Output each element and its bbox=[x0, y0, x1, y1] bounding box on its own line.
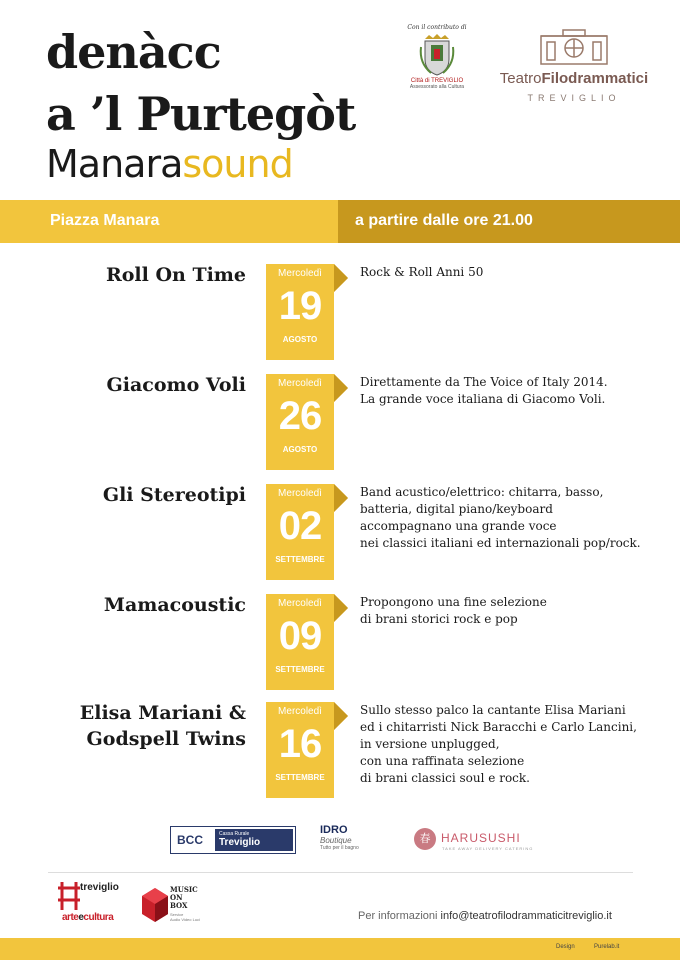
date-badge bbox=[266, 484, 348, 580]
date-badge bbox=[266, 594, 348, 690]
description-line: in versione unplugged, bbox=[360, 737, 500, 751]
teatro-name bbox=[494, 70, 654, 87]
description-line: Sullo stesso palco la cantante Elisa Mariani bbox=[360, 703, 626, 717]
description-line: di brani classici soul e rock. bbox=[360, 771, 530, 785]
crest-caption: Con il contributo di bbox=[407, 24, 467, 31]
design-label: Design bbox=[556, 944, 575, 950]
artist-line: Gli Stereotipi bbox=[102, 484, 246, 506]
description-line: Rock & Roll Anni 50 bbox=[360, 265, 484, 279]
arte-text: arte bbox=[62, 912, 79, 923]
idro-script: Boutique bbox=[320, 836, 352, 845]
artist-name bbox=[106, 262, 246, 288]
artist-name bbox=[103, 482, 246, 508]
description-line: accompagnano una grande voce bbox=[360, 519, 557, 533]
arte-cultura-text bbox=[62, 912, 113, 923]
date-month: SETTEMBRE bbox=[275, 773, 325, 782]
music-sub-line: Audio Video Luci bbox=[170, 917, 200, 922]
idro-sponsor-logo bbox=[320, 824, 380, 860]
event-description bbox=[360, 374, 660, 408]
artist-name bbox=[80, 700, 246, 752]
artist-line: Elisa Mariani & bbox=[79, 702, 246, 724]
cultura-text: cultura bbox=[83, 912, 114, 923]
crest-dept: Assessorato alla Cultura bbox=[409, 84, 465, 90]
info-band bbox=[0, 200, 680, 243]
event-item bbox=[0, 374, 680, 474]
title-line-3 bbox=[46, 142, 293, 186]
band-location bbox=[0, 200, 338, 243]
description-line: batteria, digital piano/keyboard bbox=[360, 502, 553, 516]
location-text: Piazza Manara bbox=[50, 212, 160, 229]
crest-city: Città di TREVIGLIO bbox=[410, 78, 464, 84]
idro-name: IDRO bbox=[320, 824, 348, 836]
date-weekday: Mercoledì bbox=[278, 378, 322, 389]
description-line: nei classici italiani ed internazionali pop/rock. bbox=[360, 536, 641, 550]
date-month: SETTEMBRE bbox=[275, 665, 325, 674]
artist-name bbox=[107, 372, 247, 398]
date-weekday: Mercoledì bbox=[278, 598, 322, 609]
date-month: SETTEMBRE bbox=[275, 555, 325, 564]
artist-line: Mamacoustic bbox=[103, 594, 246, 616]
treviglio-text: treviglio bbox=[80, 882, 119, 893]
teatro-name-a: Teatro bbox=[499, 70, 542, 87]
info-label: Per informazioni bbox=[358, 910, 438, 922]
music-sub bbox=[170, 912, 200, 922]
bcc-mark: BCC bbox=[177, 833, 203, 847]
footer-bar bbox=[0, 938, 680, 960]
haru-name: HARUSUSHI bbox=[441, 831, 521, 845]
event-description bbox=[360, 484, 660, 552]
date-badge bbox=[266, 374, 348, 470]
cube-icon bbox=[140, 884, 170, 924]
coat-of-arms-icon bbox=[417, 33, 457, 77]
date-day: 02 bbox=[278, 504, 322, 548]
date-day: 09 bbox=[278, 614, 322, 658]
harusushi-sponsor-logo bbox=[414, 828, 534, 858]
city-crest-logo bbox=[402, 24, 472, 90]
title-line-1: denàcc bbox=[46, 25, 221, 79]
treviglio-arte-cultura-logo bbox=[56, 880, 126, 926]
sponsors-row bbox=[0, 820, 680, 864]
artist-line: Giacomo Voli bbox=[106, 374, 246, 396]
artist-name bbox=[104, 592, 246, 618]
teatro-logo bbox=[494, 26, 654, 103]
description-line: Band acustico/elettrico: chitarra, basso, bbox=[360, 485, 604, 499]
teatro-city: TREVIGLIO bbox=[527, 93, 621, 103]
description-line: con una raffinata selezione bbox=[360, 754, 525, 768]
event-item bbox=[0, 702, 680, 802]
teatro-name-b: Filodrammatici bbox=[541, 70, 649, 87]
designer-name: Purelab.it bbox=[594, 944, 620, 950]
date-weekday: Mercoledì bbox=[278, 488, 322, 499]
e-text: e bbox=[78, 912, 84, 923]
title-sound: sound bbox=[182, 142, 293, 186]
info-email[interactable]: info@teatrofilodrammaticitreviglio.it bbox=[440, 910, 612, 922]
music-line: MUSIC bbox=[170, 885, 198, 894]
date-badge bbox=[266, 264, 348, 360]
music-sub-line: Service bbox=[170, 912, 184, 917]
event-item bbox=[0, 484, 680, 584]
date-month: AGOSTO bbox=[282, 445, 318, 454]
description-line: di brani storici rock e pop bbox=[360, 612, 518, 626]
bcc-sponsor-logo bbox=[170, 826, 296, 854]
date-badge bbox=[266, 702, 348, 798]
bcc-small: Cassa Rurale bbox=[219, 831, 250, 837]
footer-divider bbox=[48, 872, 633, 873]
bcc-name-box bbox=[215, 829, 293, 851]
date-weekday: Mercoledì bbox=[278, 268, 322, 279]
event-description bbox=[360, 702, 660, 787]
idro-tag: Tutto per il bagno bbox=[320, 845, 359, 851]
haru-seal-icon: 春 bbox=[414, 828, 436, 850]
description-line: ed i chitarristi Nick Baracchi e Carlo Lancini, bbox=[360, 720, 637, 734]
event-item bbox=[0, 264, 680, 364]
title-manara: Manara bbox=[46, 142, 183, 186]
event-item bbox=[0, 594, 680, 694]
event-description bbox=[360, 264, 660, 281]
music-on-box-logo bbox=[140, 882, 210, 926]
date-weekday: Mercoledì bbox=[278, 706, 322, 717]
haru-tag: TAKE AWAY DELIVERY CATERING bbox=[442, 846, 534, 851]
bcc-name: Treviglio bbox=[219, 837, 261, 848]
music-line: ON bbox=[170, 893, 183, 902]
date-day: 19 bbox=[278, 284, 322, 328]
date-month: AGOSTO bbox=[282, 335, 318, 344]
description-line: Direttamente da The Voice of Italy 2014. bbox=[360, 375, 608, 389]
music-line: BOX bbox=[170, 901, 188, 910]
event-description bbox=[360, 594, 660, 628]
theatre-building-icon bbox=[537, 26, 611, 66]
time-text: a partire dalle ore 21.00 bbox=[355, 212, 533, 229]
music-title bbox=[170, 886, 198, 910]
contact-info bbox=[358, 910, 612, 922]
artist-line: Godspell Twins bbox=[86, 728, 246, 750]
band-time bbox=[338, 200, 680, 243]
title-line-2: a ’l Purtegòt bbox=[46, 87, 356, 141]
date-day: 16 bbox=[278, 722, 322, 766]
description-line: La grande voce italiana di Giacomo Voli. bbox=[360, 392, 606, 406]
date-day: 26 bbox=[278, 394, 322, 438]
description-line: Propongono una fine selezione bbox=[360, 595, 547, 609]
artist-line: Roll On Time bbox=[105, 264, 246, 286]
